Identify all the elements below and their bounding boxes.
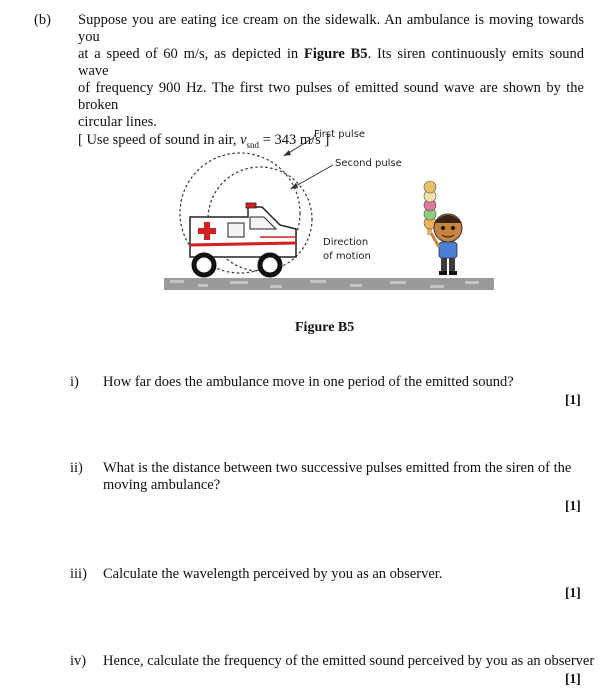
intro-line-2: at a speed of 60 m/s, as depicted in Figure B5. Its siren continuously emits sound wave bbox=[78, 46, 584, 79]
direction-label-line-2: of motion bbox=[323, 251, 371, 262]
question-1-marks: [1] bbox=[565, 392, 581, 407]
figure-b5 bbox=[150, 125, 510, 305]
question-3-number: iii) bbox=[70, 566, 87, 582]
question-2-text: What is the distance between two successive pulses emitted from the siren of the moving ambulance? bbox=[103, 460, 572, 493]
question-4-number: iv) bbox=[70, 653, 87, 669]
hint-line: [ Use speed of sound in air, $v_{snd} = 343$ m/s ] bbox=[78, 132, 330, 150]
question-2-number: ii) bbox=[70, 460, 83, 476]
figure-reference: Figure B5 bbox=[304, 46, 368, 62]
figure-illustration bbox=[150, 125, 510, 305]
question-4-marks: [1] bbox=[565, 671, 581, 686]
ambulance-icon bbox=[190, 203, 296, 275]
question-3-text: Calculate the wavelength perceived by you as an observer. bbox=[103, 566, 443, 582]
part-label: (b) bbox=[34, 12, 51, 28]
ground-strip bbox=[164, 278, 494, 290]
intro-line-3: of frequency 900 Hz. The first two pulses of emitted sound wave are shown by the broken bbox=[78, 80, 584, 113]
second-pulse-pointer bbox=[294, 165, 333, 187]
first-pulse-pointer bbox=[287, 138, 313, 154]
first-pulse-label: First pulse bbox=[314, 129, 366, 140]
intro-line-1: Suppose you are eating ice cream on the sidewalk. An ambulance is moving towards you bbox=[78, 12, 584, 45]
figure-caption: Figure B5 bbox=[295, 320, 355, 335]
question-4-text: Hence, calculate the frequency of the emitted sound perceived by you as an observer bbox=[103, 653, 595, 669]
direction-label-line-1: Direction bbox=[323, 237, 369, 248]
second-pulse-label: Second pulse bbox=[335, 158, 402, 169]
question-3-marks: [1] bbox=[565, 585, 581, 600]
question-1-text: How far does the ambulance move in one period of the emitted sound? bbox=[103, 374, 514, 390]
child-with-ice-cream-icon bbox=[424, 181, 462, 275]
intro-line-4: circular lines. bbox=[78, 114, 157, 130]
question-2-marks: [1] bbox=[565, 498, 581, 513]
question-1-number: i) bbox=[70, 374, 79, 390]
